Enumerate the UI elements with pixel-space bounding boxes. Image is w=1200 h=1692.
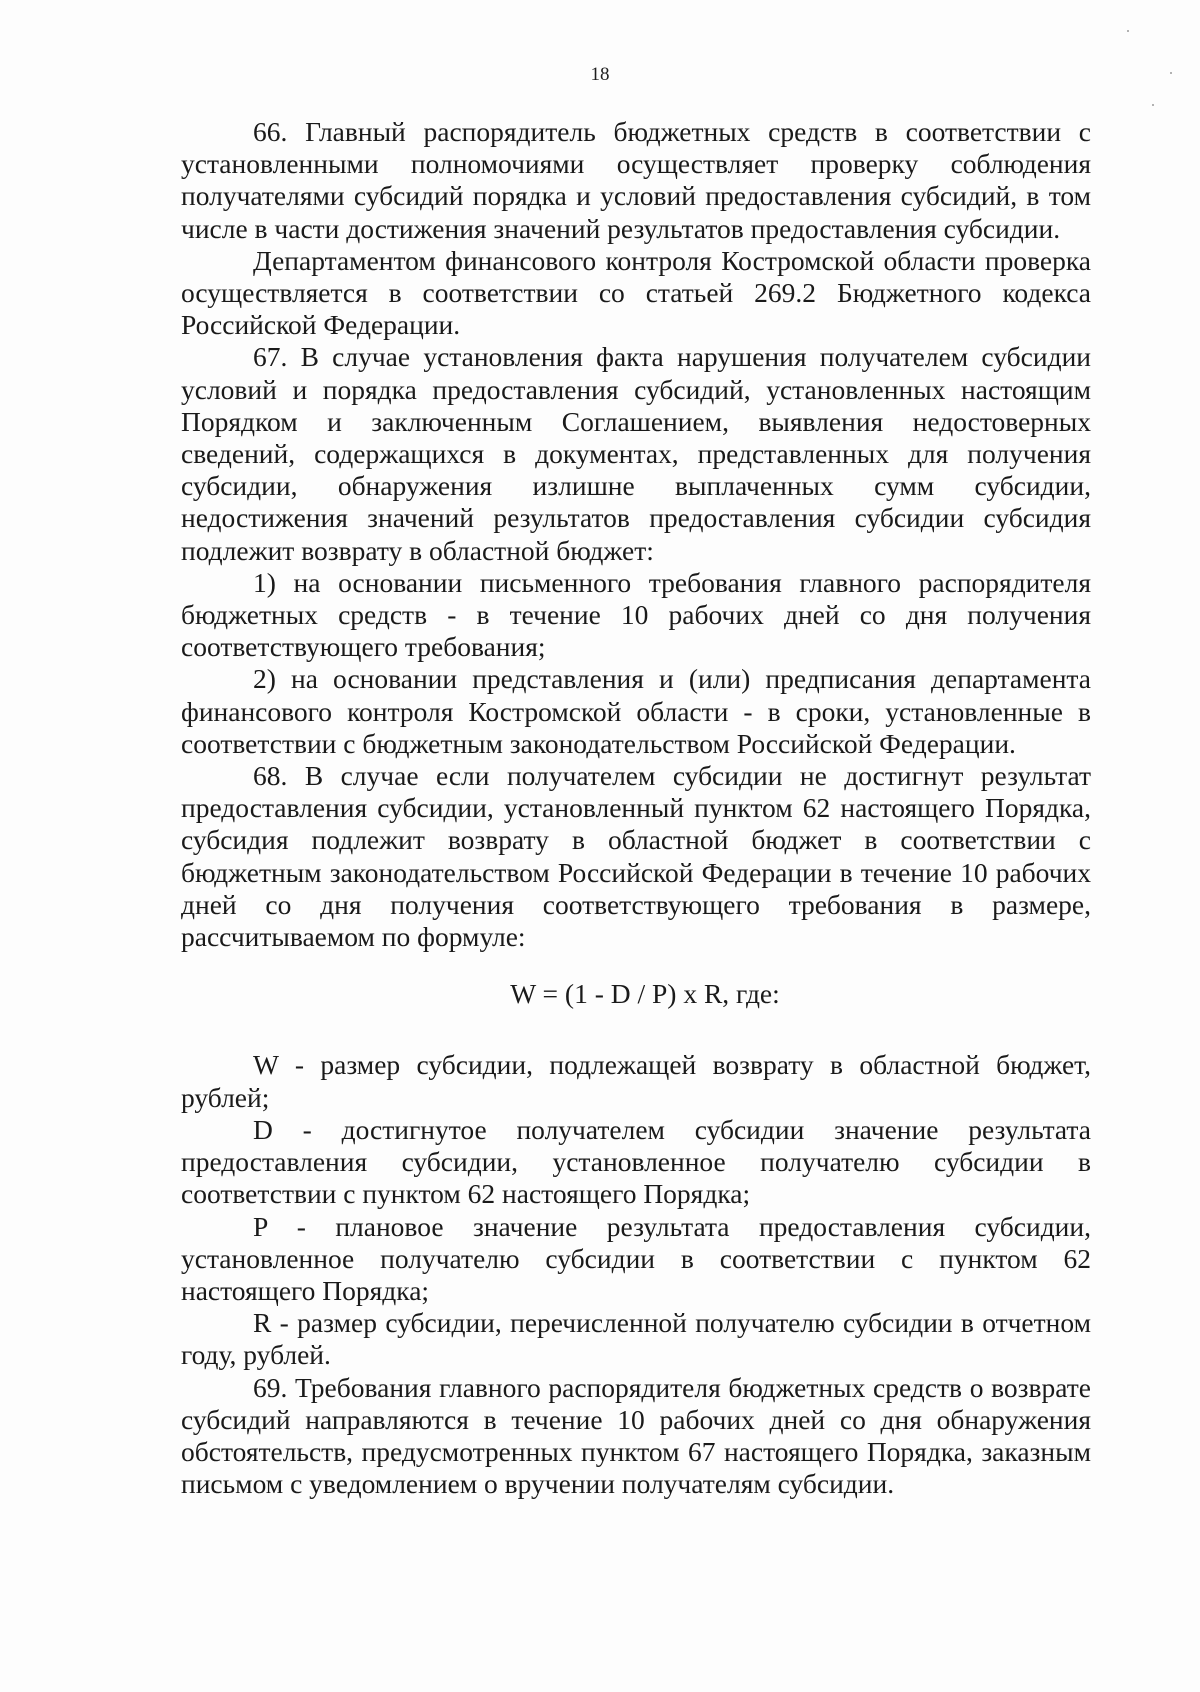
document-body [181,116,1091,1500]
paragraph-69: 69. Требования главного распорядителя бюджетных средств о возврате субсидий направляются в течение 10 рабочих дней со дня обнаружения обстоятельств, предусмотренных пунктом 67 настоящего Порядка, заказным письмом с уведомлением о вручении получателям субсидии. [181,1371,1091,1500]
definition-p: P - плановое значение результата предоставления субсидии, установленное получателю субсидии в соответствии с пунктом 62 настоящего Порядка; [181,1210,1091,1306]
paragraph-67-item-1: 1) на основании письменного требования главного распорядителя бюджетных средств - в течение 10 рабочих дней со дня получения соответствующего требования; [181,566,1091,663]
scan-speck [1127,30,1129,32]
paragraph-68: 68. В случае если получателем субсидии не достигнут результат предоставления субсидии, установленный пунктом 62 настоящего Порядка, субсидия подлежит возврату в областной бюджет в соответствии с бюджетным законодательством Российской Федерации в течение 10 рабочих дней со дня получения соответствующего требования в размере, рассчитываемом по формуле: [181,760,1091,953]
paragraph-67: 67. В случае установления факта нарушения получателем субсидии условий и порядка предоставления субсидий, установленных настоящим Порядком и заключенным Соглашением, выявления недостоверных сведений, содержащихся в документах, представленных для получения субсидии, обнаружения излишне выплаченных сумм субсидии, недостижения значений результатов предоставления субсидии субсидия подлежит возврату в областной бюджет: [181,341,1091,566]
definition-d: D - достигнутое получателем субсидии значение результата предоставления субсидии, установленное получателю субсидии в соответствии с пунктом 62 настоящего Порядка; [181,1113,1091,1210]
definition-r: R - размер субсидии, перечисленной получателю субсидии в отчетном году, рублей. [181,1307,1091,1371]
definition-w: W - размер субсидии, подлежащей возврату в областной бюджет, рублей; [181,1049,1091,1113]
paragraph-67-item-2: 2) на основании представления и (или) предписания департамента финансового контроля Костромской области - в сроки, установленные в соответствии с бюджетным законодательством Российской Федерации. [181,663,1091,759]
refund-formula: W = (1 - D / P) x R, где: [510,978,780,1010]
scan-speck [1170,72,1172,74]
page-number: 18 [590,64,610,85]
scan-speck [1152,104,1154,106]
paragraph-66: 66. Главный распорядитель бюджетных средств в соответствии с установленными полномочиями осуществляет проверку соблюдения получателями субсидий порядка и условий предоставления субсидий, в том числе в части достижения значений результатов предоставления субсидии. [181,116,1091,244]
paragraph-financial-control: Департаментом финансового контроля Костромской области проверка осуществляется в соответствии со статьей 269.2 Бюджетного кодекса Российской Федерации. [181,244,1091,341]
